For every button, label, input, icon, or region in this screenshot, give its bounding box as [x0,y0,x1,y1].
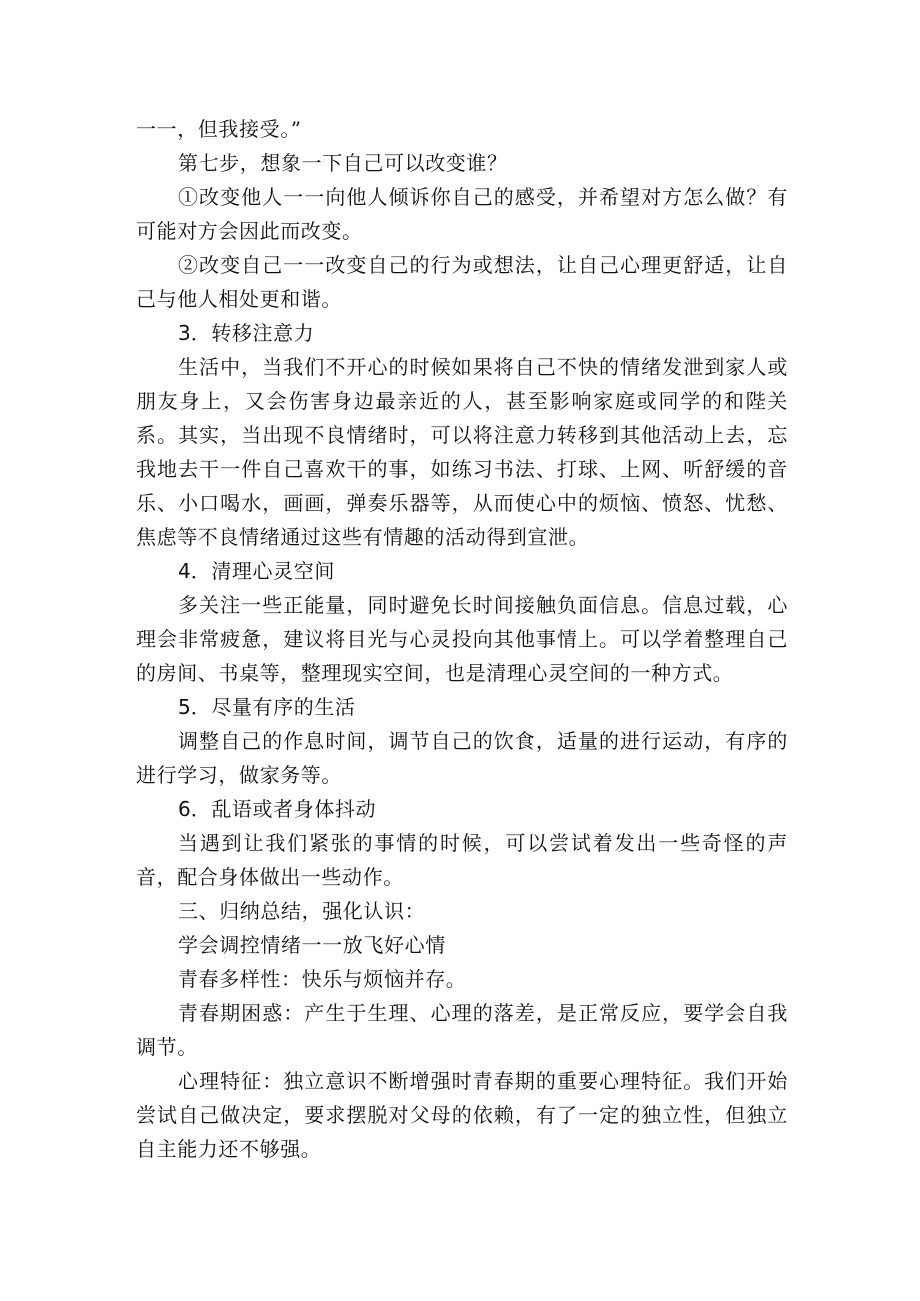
section-heading-6 [136,792,788,826]
document-body [136,112,788,1166]
section-heading-3 [136,316,788,350]
paragraph-step-seven: 第七步，想象一下自己可以改变谁？ [178,151,508,175]
section-number: 4 [178,559,191,583]
paragraph-continuation: 一一，但我接受。” [136,117,302,141]
section-title: ．清理心灵空间 [190,559,335,583]
paragraph-shift-attention: 生活中，当我们不开心的时候如果将自己不快的情绪发泄到家人或朋友身上，又会伤害身边最亲近的人，甚至影响家庭或同学的和陛关系。其实，当出现不良情绪时，可以将注意力转移到其他活动上去，忘我地去干一件自己喜欢干的事，如练习书法、打球、上网、听舒缓的音乐、小口喝水，画画，弹奏乐器等，从而使心中的烦恼、愤怒、忧愁、焦虑等不良情绪通过这些有情趣的活动得到宣泄。 [136,355,788,549]
paragraph-psych-traits: 心理特征：独立意识不断增强时青春期的重要心理特征。我们开始尝试自己做决定，要求摆脱对父母的依赖，有了一定的独立性，但独立自主能力还不够强。 [136,1069,788,1161]
section-title: ．尽量有序的生活 [190,695,356,719]
section-number: 3 [178,321,191,345]
section-number: 6 [178,797,191,821]
paragraph-body-shake: 当遇到让我们紧张的事情的时候，可以尝试着发出一些奇怪的声音，配合身体做出一些动作。 [136,831,788,889]
section-heading-5 [136,690,788,724]
paragraph-summary-title: 学会调控情绪一一放飞好心情 [178,933,446,957]
paragraph-change-others: ①改变他人一一向他人倾诉你自己的感受，并希望对方怎么做？有可能对方会因此而改变。 [136,185,788,243]
paragraph-clear-mind: 多关注一些正能量，同时避免长时间接触负面信息。信息过载，心理会非常疲惫，建议将目光与心灵投向其他事情上。可以学着整理自己的房间、书桌等，整理现实空间，也是清理心灵空间的一种方式。 [136,593,788,685]
section-title: ．转移注意力 [190,321,315,345]
paragraph-confusion: 青春期困惑：产生于生理、心理的落差，是正常反应，要学会自我调节。 [136,1001,788,1059]
section-number: 5 [178,695,191,719]
paragraph-diversity: 青春多样性：快乐与烦恼并存。 [178,967,467,991]
paragraph-change-self: ②改变自己一一改变自己的行为或想法，让自己心理更舒适，让自己与他人相处更和谐。 [136,253,788,311]
section-title: ．乱语或者身体抖动 [190,797,377,821]
section-heading-4 [136,554,788,588]
paragraph-summary-heading: 三、归纳总结，强化认识： [178,899,426,923]
paragraph-orderly-life: 调整自己的作息时间，调节自己的饮食，适量的进行运动，有序的进行学习，做家务等。 [136,729,788,787]
